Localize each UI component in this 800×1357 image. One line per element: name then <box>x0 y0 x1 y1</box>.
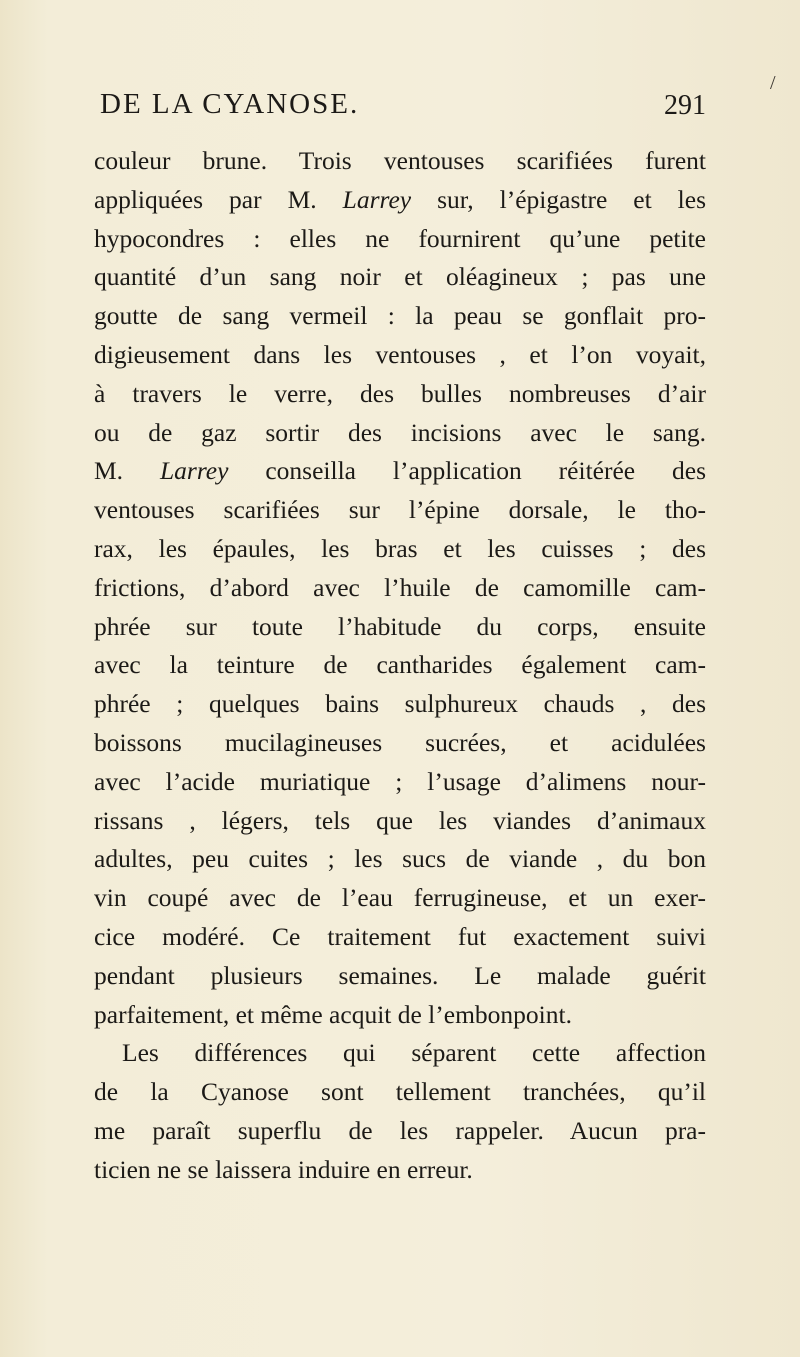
text-line: cice modéré. Ce traitement fut exactement suivi <box>94 921 706 951</box>
name-larrey: Larrey <box>159 456 229 486</box>
text-line: parfaitement, et même acquit de l’embonpoint. <box>94 999 572 1029</box>
name-larrey: Larrey <box>342 184 412 214</box>
text-line: rissans , légers, tels que les viandes d’animaux <box>94 805 706 835</box>
page-number: 291 <box>664 90 706 121</box>
running-title: DE LA CYANOSE. <box>100 88 360 120</box>
text-line: pendant plusieurs semaines. Le malade guérit <box>94 960 706 990</box>
page-header <box>94 88 706 128</box>
text-line: ou de gaz sortir des incisions avec le sang. <box>94 417 706 447</box>
text-line: adultes, peu cuites ; les sucs de viande , du bon <box>94 844 706 874</box>
corner-mark: / <box>770 72 776 94</box>
body-text <box>94 142 706 1190</box>
text-line: digieusement dans les ventouses , et l’on voyait, <box>94 339 706 369</box>
text-line: couleur brune. Trois ventouses scarifiées furent <box>94 146 706 175</box>
text-line: frictions, d’abord avec l’huile de camomille cam- <box>94 572 706 602</box>
text-line: phrée sur toute l’habitude du corps, ensuite <box>94 611 706 641</box>
text-line: ticien ne se laissera induire en erreur. <box>94 1154 473 1184</box>
text-line: appliquées par M. Larrey sur, l’épigastre et les <box>94 184 706 214</box>
paragraph-start-line: Les différences qui séparent cette affection <box>122 1038 706 1068</box>
text-line: hypocondres : elles ne fournirent qu’une petite <box>94 223 706 253</box>
text-line: avec la teinture de cantharides également cam- <box>94 650 706 680</box>
text-line: vin coupé avec de l’eau ferrugineuse, et un exer- <box>94 883 706 913</box>
text-line: me paraît superflu de les rappeler. Aucun pra- <box>94 1115 706 1145</box>
text-line: de la Cyanose sont tellement tranchées, qu’il <box>94 1077 706 1107</box>
text-line: quantité d’un sang noir et oléagineux ; pas une <box>94 262 706 292</box>
text-line: M. Larrey conseilla l’application réitérée des <box>94 456 706 486</box>
text-line: goutte de sang vermeil : la peau se gonflait pro- <box>94 301 706 331</box>
text-line: avec l’acide muriatique ; l’usage d’alimens nour- <box>94 766 706 796</box>
text-line: phrée ; quelques bains sulphureux chauds , des <box>94 689 706 719</box>
text-line: ventouses scarifiées sur l’épine dorsale, le tho- <box>94 495 706 525</box>
text-line: boissons mucilagineuses sucrées, et acidulées <box>94 727 706 757</box>
text-line: rax, les épaules, les bras et les cuisses ; des <box>94 533 706 563</box>
text-line: à travers le verre, des bulles nombreuses d’air <box>94 378 706 408</box>
